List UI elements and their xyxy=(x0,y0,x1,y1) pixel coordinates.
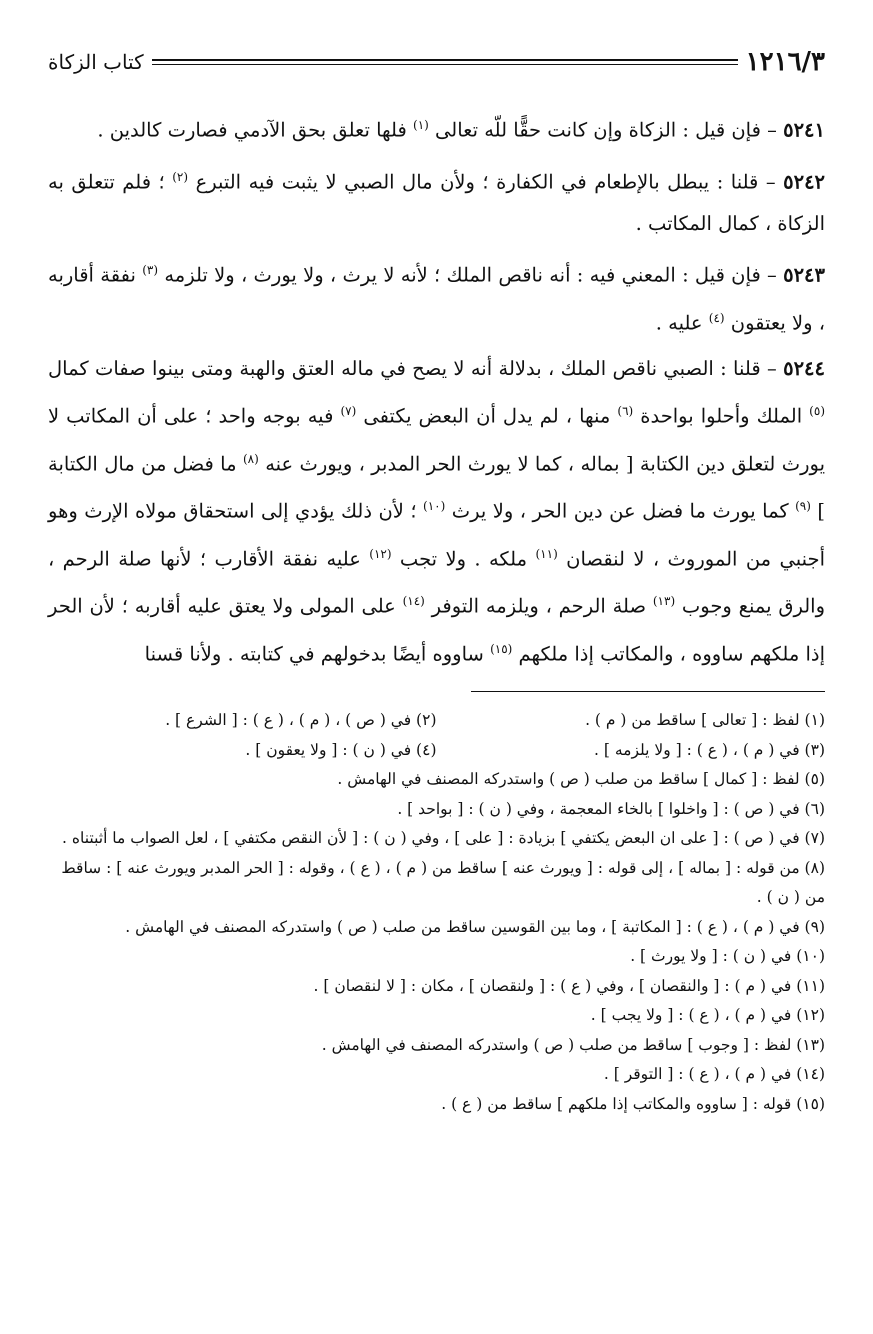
footnote-reference: (٣) xyxy=(142,263,159,277)
page-number: ١٢١٦/٣ xyxy=(745,47,825,77)
paragraph-text: عليه نفقة الأقارب ؛ لأنها صلة الرحم ، والرق يمنع وجوب xyxy=(48,547,826,618)
paragraph-number: ٥٢٤٣ xyxy=(783,263,826,287)
footnote: (١) لفظ : [ تعالى ] ساقط من ( م ) . xyxy=(585,711,825,729)
paragraph-text: – فإن قيل : المعني فيه : أنه ناقص الملك ؛ لأنه لا يرث ، ولا يورث ، ولا تلزمه xyxy=(164,263,777,287)
footnote: (١٢) في ( م ) ، ( ع ) : [ ولا يجب ] . xyxy=(590,1006,825,1024)
page-header xyxy=(48,42,825,82)
paragraph xyxy=(48,249,825,344)
footnote-reference: (١) xyxy=(413,118,429,132)
paragraph-text: فلها تعلق بحق الآدمي فصارت كالدين . xyxy=(97,118,407,142)
footnote: (١٣) لفظ : [ وجوب ] ساقط من صلب ( ص ) واستدركه المصنف في الهامش . xyxy=(321,1035,825,1054)
paragraph-text: – قلنا : الصبي ناقص الملك ، بدلالة أنه لا يصح في ماله العتق والهبة ومتى بينوا صفات كمال xyxy=(48,357,777,380)
running-title: كتاب الزكاة xyxy=(48,50,144,74)
footnote-reference: (١٤) xyxy=(402,594,425,608)
footnote: (٢) في ( ص ) ، ( م ) ، ( ع ) : [ الشرع ] . xyxy=(165,711,437,729)
paragraph-text: كما يورث ما فضل عن دين الحر ، ولا يرث xyxy=(451,499,789,523)
footnote: (١٥) قوله : [ ساووه والمكاتب إذا ملكهم ] ساقط من ( ع ) . xyxy=(441,1094,825,1113)
footnote-reference: (٧) xyxy=(340,404,357,418)
footnote-reference: (٦) xyxy=(617,404,634,418)
paragraph xyxy=(48,104,825,152)
footnote-reference: (١٣) xyxy=(652,594,676,608)
footnote: (٥) لفظ : [ كمال ] ساقط من صلب ( ص ) واستدركه المصنف في الهامش . xyxy=(337,770,825,788)
paragraph-text: ؛ لأن ذلك يؤدي إلى استحقاق مولاه الإرث وهو أجنبي من الموروث ، لا لنقصان xyxy=(48,499,826,570)
footnote-reference: (١٢) xyxy=(369,546,392,561)
paragraph-text: منها ، لم يدل أن البعض يكتفى xyxy=(363,404,611,428)
footnote-row xyxy=(48,706,825,736)
footnote-reference: (٩) xyxy=(795,499,811,513)
footnote-reference: (١١) xyxy=(535,546,558,561)
paragraph xyxy=(48,156,825,246)
footnote-reference: (٥) xyxy=(809,404,825,418)
footnote: (١٤) في ( م ) ، ( ع ) : [ التوقر ] . xyxy=(603,1065,825,1083)
paragraph-number: ٥٢٤٢ xyxy=(783,170,826,193)
footnote-reference: (٨) xyxy=(242,451,259,466)
footnote: (٦) في ( ص ) : [ واخلوا ] بالخاء المعجمة ، وفي ( ن ) : [ بواحد ] . xyxy=(397,799,825,818)
footnote: (١٠) في ( ن ) : [ ولا يورث ] . xyxy=(630,947,825,965)
paragraph-text: على المولى ولا يعتق عليه أقاربه ؛ لأن الحر إذا ملكهم ساووه ، والمكاتب إذا ملكهم xyxy=(48,594,825,665)
paragraph-text: الملك وأحلوا بواحدة xyxy=(640,404,803,428)
paragraph xyxy=(48,348,825,675)
footnote: (٩) في ( م ) ، ( ع ) : [ المكاتبة ] ، وما بين القوسين ساقط من صلب ( ص ) واستدركه المصنف في الهامش . xyxy=(125,917,825,936)
footnote: (٤) في ( ن ) : [ ولا يعقون ] . xyxy=(245,740,437,759)
paragraph-text: عليه . xyxy=(655,311,703,334)
footnote-reference: (٢) xyxy=(172,169,189,184)
paragraph-text: – فإن قيل : الزكاة وإن كانت حقًّا للّه تعالى xyxy=(435,118,777,142)
footnote: (٣) في ( م ) ، ( ع ) : [ ولا يلزمه ] . xyxy=(594,740,825,759)
footnote-reference: (٤) xyxy=(708,310,725,325)
paragraph-text: ما فضل من مال الكتابة ] xyxy=(48,452,825,523)
footnotes xyxy=(48,706,825,1119)
paragraph-text: ؛ فلم تتعلق به الزكاة ، كمال المكاتب . xyxy=(48,170,825,235)
paragraph-number: ٥٢٤١ xyxy=(783,118,825,142)
footnote-separator xyxy=(471,691,825,692)
footnote-reference: (١٠) xyxy=(423,499,446,513)
main-text xyxy=(48,104,825,675)
footnote-row xyxy=(48,736,825,766)
paragraph-text: ملكه . ولا تجب xyxy=(399,547,528,570)
paragraph-text: صلة الرحم ، ويلزمه التوفر xyxy=(431,594,647,618)
paragraph-text: فيه بوجه واحد ؛ على أن المكاتب لا يورث لتعلق دين الكتابة [ بماله ، كما لا يورث الحر المدبر ، ويورث عنه xyxy=(48,404,826,475)
footnote: (١١) في ( م ) : [ والنقصان ] ، وفي ( ع ) : [ ولنقصان ] ، مكان : [ لا لنقصان ] . xyxy=(313,976,825,995)
paragraph-text: ساووه أيضًا بدخولهم في كتابته . ولأنا قسنا xyxy=(144,642,484,665)
footnote: (٨) من قوله : [ بماله ] ، إلى قوله : [ ويورث عنه ] ساقط من ( م ) ، ( ع ) ، وقوله : [ الحر المدبر ويورث عنه ] : ساقط من ( ن ) . xyxy=(61,858,825,906)
footnote-reference: (١٥) xyxy=(490,641,513,656)
paragraph-text: نفقة أقاربه ، ولا يعتقون xyxy=(48,263,825,334)
paragraph-text: – قلنا : يبطل بالإطعام في الكفارة ؛ ولأن مال الصبي لا يثبت فيه التبرع xyxy=(195,170,776,193)
footnote: (٧) في ( ص ) : [ على ان البعض يكتفي ] بزيادة : [ على ] ، وفي ( ن ) : [ لأن النقص مكتفي ] ، لعل الصواب ما أثبتناه . xyxy=(62,829,825,847)
paragraph-number: ٥٢٤٤ xyxy=(783,357,825,380)
header-rule xyxy=(152,59,738,65)
